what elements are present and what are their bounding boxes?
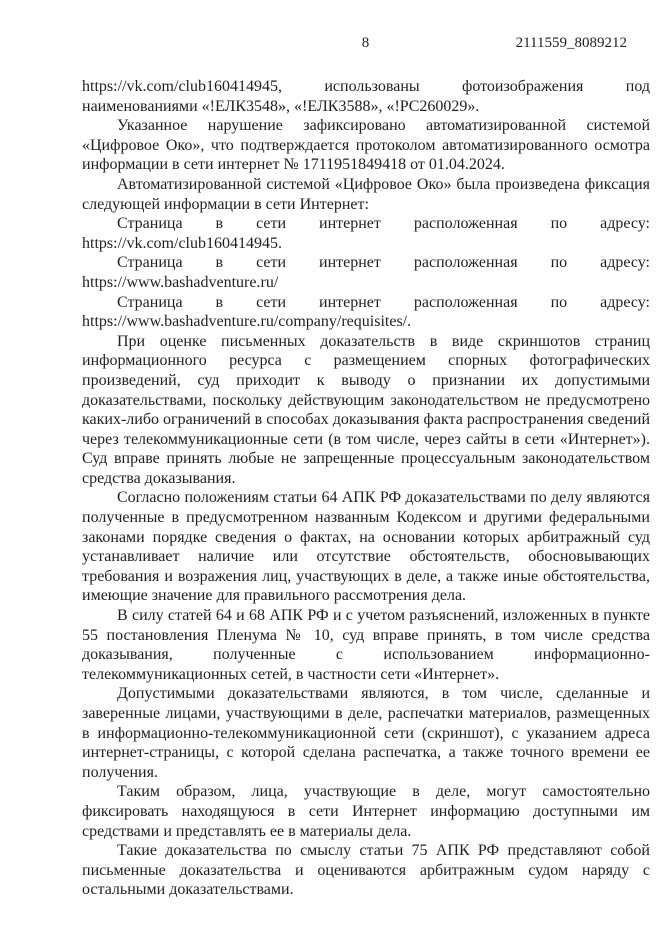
paragraph: Допустимыми доказательствами являются, в том числе, сделанные и заверенные лицами, участвующими в деле, распечатки материалов, размещенных в информационно-телекоммуникационной сети (скриншот), с указанием адреса интернет-страницы, с которой сделана распечатка, а также точного времени ее получения. bbox=[82, 685, 650, 781]
paragraph: Указанное нарушение зафиксировано автоматизированной системой «Цифровое Око», что подтверждается протоколом автоматизированного осмотра информации в сети интернет № 1711951849418 от 01.04.2024. bbox=[82, 117, 650, 174]
page-header bbox=[82, 33, 649, 53]
address-url: https://www.bashadventure.ru/ bbox=[82, 273, 279, 291]
paragraph: Автоматизированной системой «Цифровое Око» была произведена фиксация следующей информации в сети Интернет: bbox=[82, 175, 650, 213]
address-label: Страница в сети интернет расположенная по адресу: bbox=[117, 254, 650, 272]
address-label: Страница в сети интернет расположенная по адресу: bbox=[117, 293, 650, 311]
page-number: 8 bbox=[361, 35, 370, 51]
paragraph: В силу статей 64 и 68 АПК РФ и с учетом разъяснений, изложенных в пункте 55 постановления Пленума № 10, суд вправе принять, в том числе средства доказывания, полученные с использованием информационно-телекоммуникационных сетей, в частности сети «Интернет». bbox=[82, 607, 650, 683]
paragraph-continuation: https://vk.com/club160414945, использованы фотоизображения под наименованиями «!ЕЛК3548», «!ЕЛК3588», «!PC260029». bbox=[82, 78, 650, 115]
case-number: 2111559_8089212 bbox=[515, 35, 627, 51]
paragraph: Такие доказательства по смыслу статьи 75 АПК РФ представляют собой письменные доказательства и оцениваются арбитражным судом наряду с остальными доказательствами. bbox=[82, 842, 650, 899]
address-paragraph bbox=[82, 214, 650, 253]
address-url: https://www.bashadventure.ru/company/requisites/. bbox=[82, 313, 412, 331]
address-paragraph bbox=[82, 253, 650, 292]
paragraph: При оценке письменных доказательств в виде скриншотов страниц информационного ресурса с размещением спорных фотографических произведений, суд приходит к выводу о признании их допустимыми доказательствами, поскольку действующим законодательством не предусмотрено каких-либо ограничений в способах доказывания факта распространения сведений через телекоммуникационные сети (в том числе, через сайты в сети «Интернет»). Суд вправе принять любые не запрещенные процессуальным законодательством средства доказывания. bbox=[82, 332, 650, 487]
address-label: Страница в сети интернет расположенная по адресу: bbox=[117, 215, 650, 233]
paragraph: Согласно положениям статьи 64 АПК РФ доказательствами по делу являются полученные в предусмотренном названным Кодексом и другими федеральными законами порядке сведения о фактах, на основании которых арбитражный суд устанавливает наличие или отсутствие обстоятельств, обосновывающих требования и возражения лиц, участвующих в деле, а также иные обстоятельства, имеющие значение для правильного рассмотрения дела. bbox=[82, 489, 650, 605]
address-url: https://vk.com/club160414945. bbox=[82, 234, 282, 252]
document-body bbox=[82, 77, 650, 900]
paragraph: Таким образом, лица, участвующие в деле, могут самостоятельно фиксировать находящуюся в сети Интернет информацию доступными им средствами и представлять ее в материалы дела. bbox=[82, 783, 650, 840]
address-paragraph bbox=[82, 293, 650, 332]
